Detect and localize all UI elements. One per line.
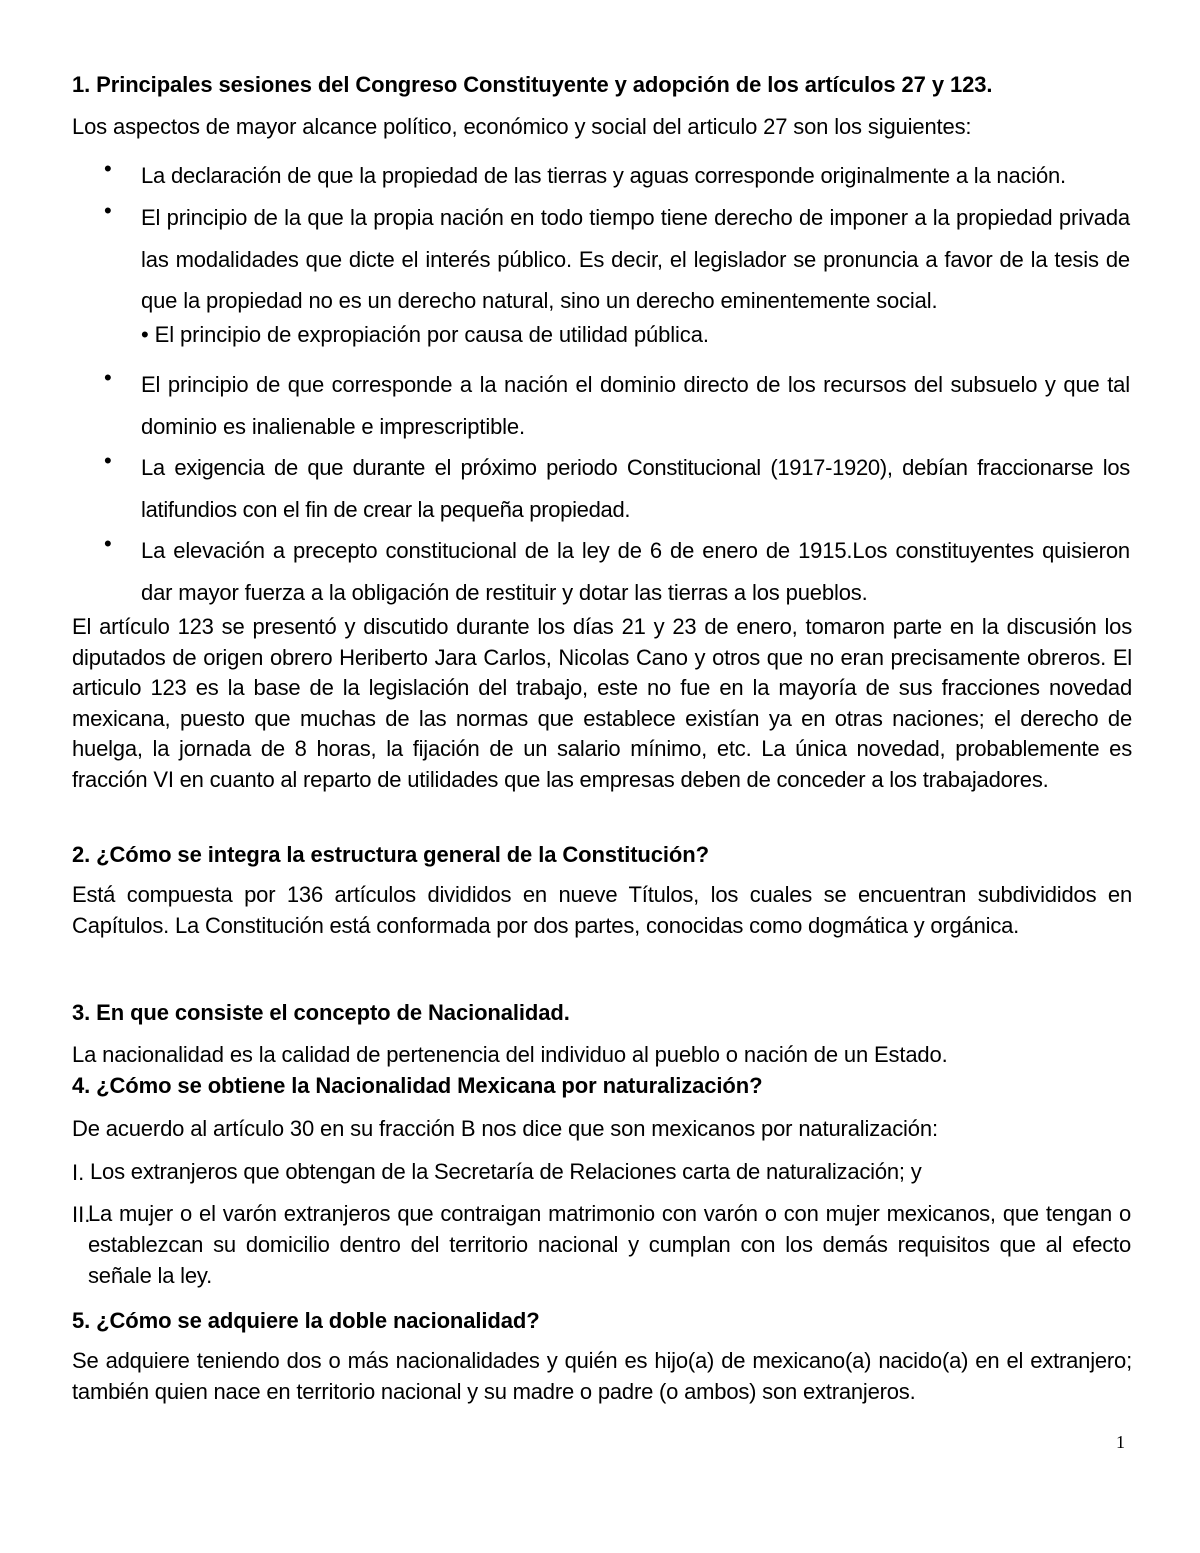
roman-numeral: I. xyxy=(72,1160,85,1185)
bullet-text: La elevación a precepto constitucional de la ley de 6 de enero de 1915.Los constituyentes quisieron dar mayor fuerza a la obligación de restituir y dotar las tierras a los pueblos. xyxy=(141,538,1130,605)
section-1-heading: 1. Principales sesiones del Congreso Constituyente y adopción de los artículos 27 y 123. xyxy=(72,72,993,97)
section-2-heading: 2. ¿Cómo se integra la estructura general de la Constitución? xyxy=(72,842,709,867)
list-item-text: La mujer o el varón extranjeros que contraigan matrimonio con varón o con mujer mexicanos, que tengan o establezcan su domicilio dentro del territorio nacional y cumplan con los demás requisitos que al efecto señale la ley. xyxy=(88,1201,1131,1288)
article-123-paragraph: El artículo 123 se presentó y discutido durante los días 21 y 23 de enero, tomaron parte en la discusión los diputados de origen obrero Heriberto Jara Carlos, Nicolas Cano y otros que no eran precisamente obreros. El articulo 123 es la base de la legislación del trabajo, este no fue en la mayoría de sus fracciones novedad mexicana, puesto que muchas de las normas que establece existían ya en otras naciones; el derecho de huelga, la jornada de 8 horas, la fijación de un salario mínimo, etc. La única novedad, probablemente es fracción VI en cuanto al reparto de utilidades que las empresas deben de conceder a los trabajadores. xyxy=(72,614,1132,792)
bullet-text: El principio de la que la propia nación en todo tiempo tiene derecho de imponer a la propiedad privada las modalidades que dicte el interés público. Es decir, el legislador se pronuncia a favor de la tesis de que la propiedad no es un derecho natural, sino un derecho eminentemente social. xyxy=(141,205,1130,313)
section-4-intro: De acuerdo al artículo 30 en su fracción B nos dice que son mexicanos por naturalización: xyxy=(72,1116,938,1141)
section-1-intro: Los aspectos de mayor alcance político, económico y social del articulo 27 son los siguientes: xyxy=(72,114,972,139)
bullet-icon: • xyxy=(104,531,112,556)
roman-numeral: II. xyxy=(72,1202,91,1227)
bullet-text: La declaración de que la propiedad de las tierras y aguas corresponde originalmente a la nación. xyxy=(141,163,1066,188)
bullet-icon: • xyxy=(104,448,112,473)
section-5-heading: 5. ¿Cómo se adquiere la doble nacionalidad? xyxy=(72,1308,540,1333)
bullet-text: El principio de que corresponde a la nación el dominio directo de los recursos del subsuelo y que tal dominio es inalienable e imprescriptible. xyxy=(141,372,1130,439)
bullet-icon: • xyxy=(104,156,112,181)
section-3-heading: 3. En que consiste el concepto de Nacionalidad. xyxy=(72,1000,570,1025)
list-item-text: Los extranjeros que obtengan de la Secretaría de Relaciones carta de naturalización; y xyxy=(90,1159,922,1184)
page-number: 1 xyxy=(1116,1432,1125,1452)
bullet-plain-item: • El principio de expropiación por causa de utilidad pública. xyxy=(141,322,709,347)
section-3-body: La nacionalidad es la calidad de pertenencia del individuo al pueblo o nación de un Estado. xyxy=(72,1042,948,1067)
section-4-heading: 4. ¿Cómo se obtiene la Nacionalidad Mexicana por naturalización? xyxy=(72,1073,763,1098)
bullet-icon: • xyxy=(104,198,112,223)
section-2-body: Está compuesta por 136 artículos divididos en nueve Títulos, los cuales se encuentran subdivididos en Capítulos. La Constitución está conformada por dos partes, conocidas como dogmática y orgánica. xyxy=(72,882,1132,938)
bullet-icon: • xyxy=(104,365,112,390)
section-5-body: Se adquiere teniendo dos o más nacionalidades y quién es hijo(a) de mexicano(a) nacido(a) en el extranjero; también quien nace en territorio nacional y su madre o padre (o ambos) son extranjeros. xyxy=(72,1348,1132,1404)
bullet-text: La exigencia de que durante el próximo periodo Constitucional (1917-1920), debían fraccionarse los latifundios con el fin de crear la pequeña propiedad. xyxy=(141,455,1130,522)
